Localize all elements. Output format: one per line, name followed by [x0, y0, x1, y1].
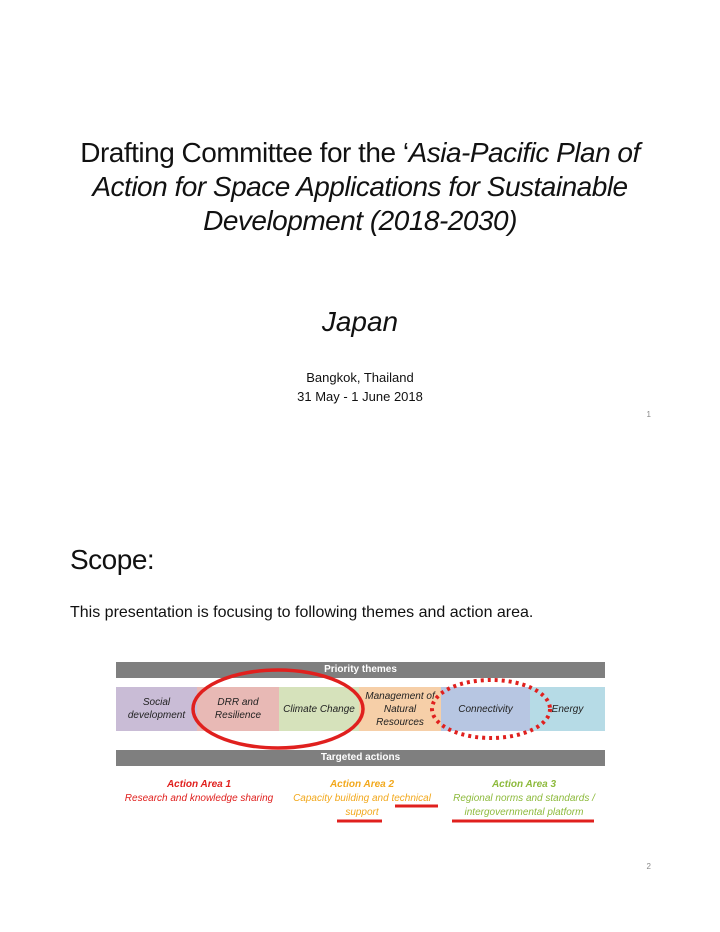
scope-intro: This presentation is focusing to following themes and action area.: [70, 604, 534, 621]
theme-social-development: Social development: [116, 687, 197, 731]
theme-natural-resources: Management of Natural Resources: [359, 687, 441, 731]
action-area-2-title: Action Area 2: [329, 779, 395, 790]
location-text: Bangkok, Thailand: [306, 370, 414, 385]
theme-climate-change: Climate Change: [279, 687, 359, 731]
scope-heading: Scope:: [70, 544, 155, 575]
action-area-2-desc: Capacity building and technical support: [293, 793, 431, 818]
theme-connectivity: Connectivity: [441, 687, 530, 731]
country-title: Japan: [321, 306, 399, 337]
connectivity-highlight-ellipse: [432, 680, 550, 738]
theme-energy: Energy: [530, 687, 605, 731]
theme-drr-resilience: DRR and Resilience: [197, 687, 279, 731]
highlight-overlay: [116, 662, 605, 832]
priority-themes-bar: Priority themes: [116, 662, 605, 678]
action-area-3-title: Action Area 3: [491, 779, 557, 790]
action-area-3-desc: Regional norms and standards / intergovernmental platform: [453, 793, 595, 818]
drr-climate-highlight-ellipse: [193, 670, 363, 748]
title-italic: Asia-Pacific Plan of Action for Space Applications for Sustainable Development (2018-2030): [92, 137, 640, 236]
page-number: 2: [646, 862, 651, 871]
action-area-1-title: Action Area 1: [166, 779, 232, 790]
scope-slide: [0, 466, 720, 932]
action-area-1-desc: Research and knowledge sharing: [124, 793, 274, 804]
date-text: 31 May - 1 June 2018: [297, 389, 423, 404]
page-number: 1: [646, 410, 651, 419]
venue-block: [60, 368, 660, 406]
targeted-actions-bar: Targeted actions: [116, 750, 605, 766]
title-prefix: Drafting Committee for the ‘: [80, 137, 409, 168]
presentation-title: [60, 136, 660, 238]
themes-diagram: [116, 662, 605, 832]
